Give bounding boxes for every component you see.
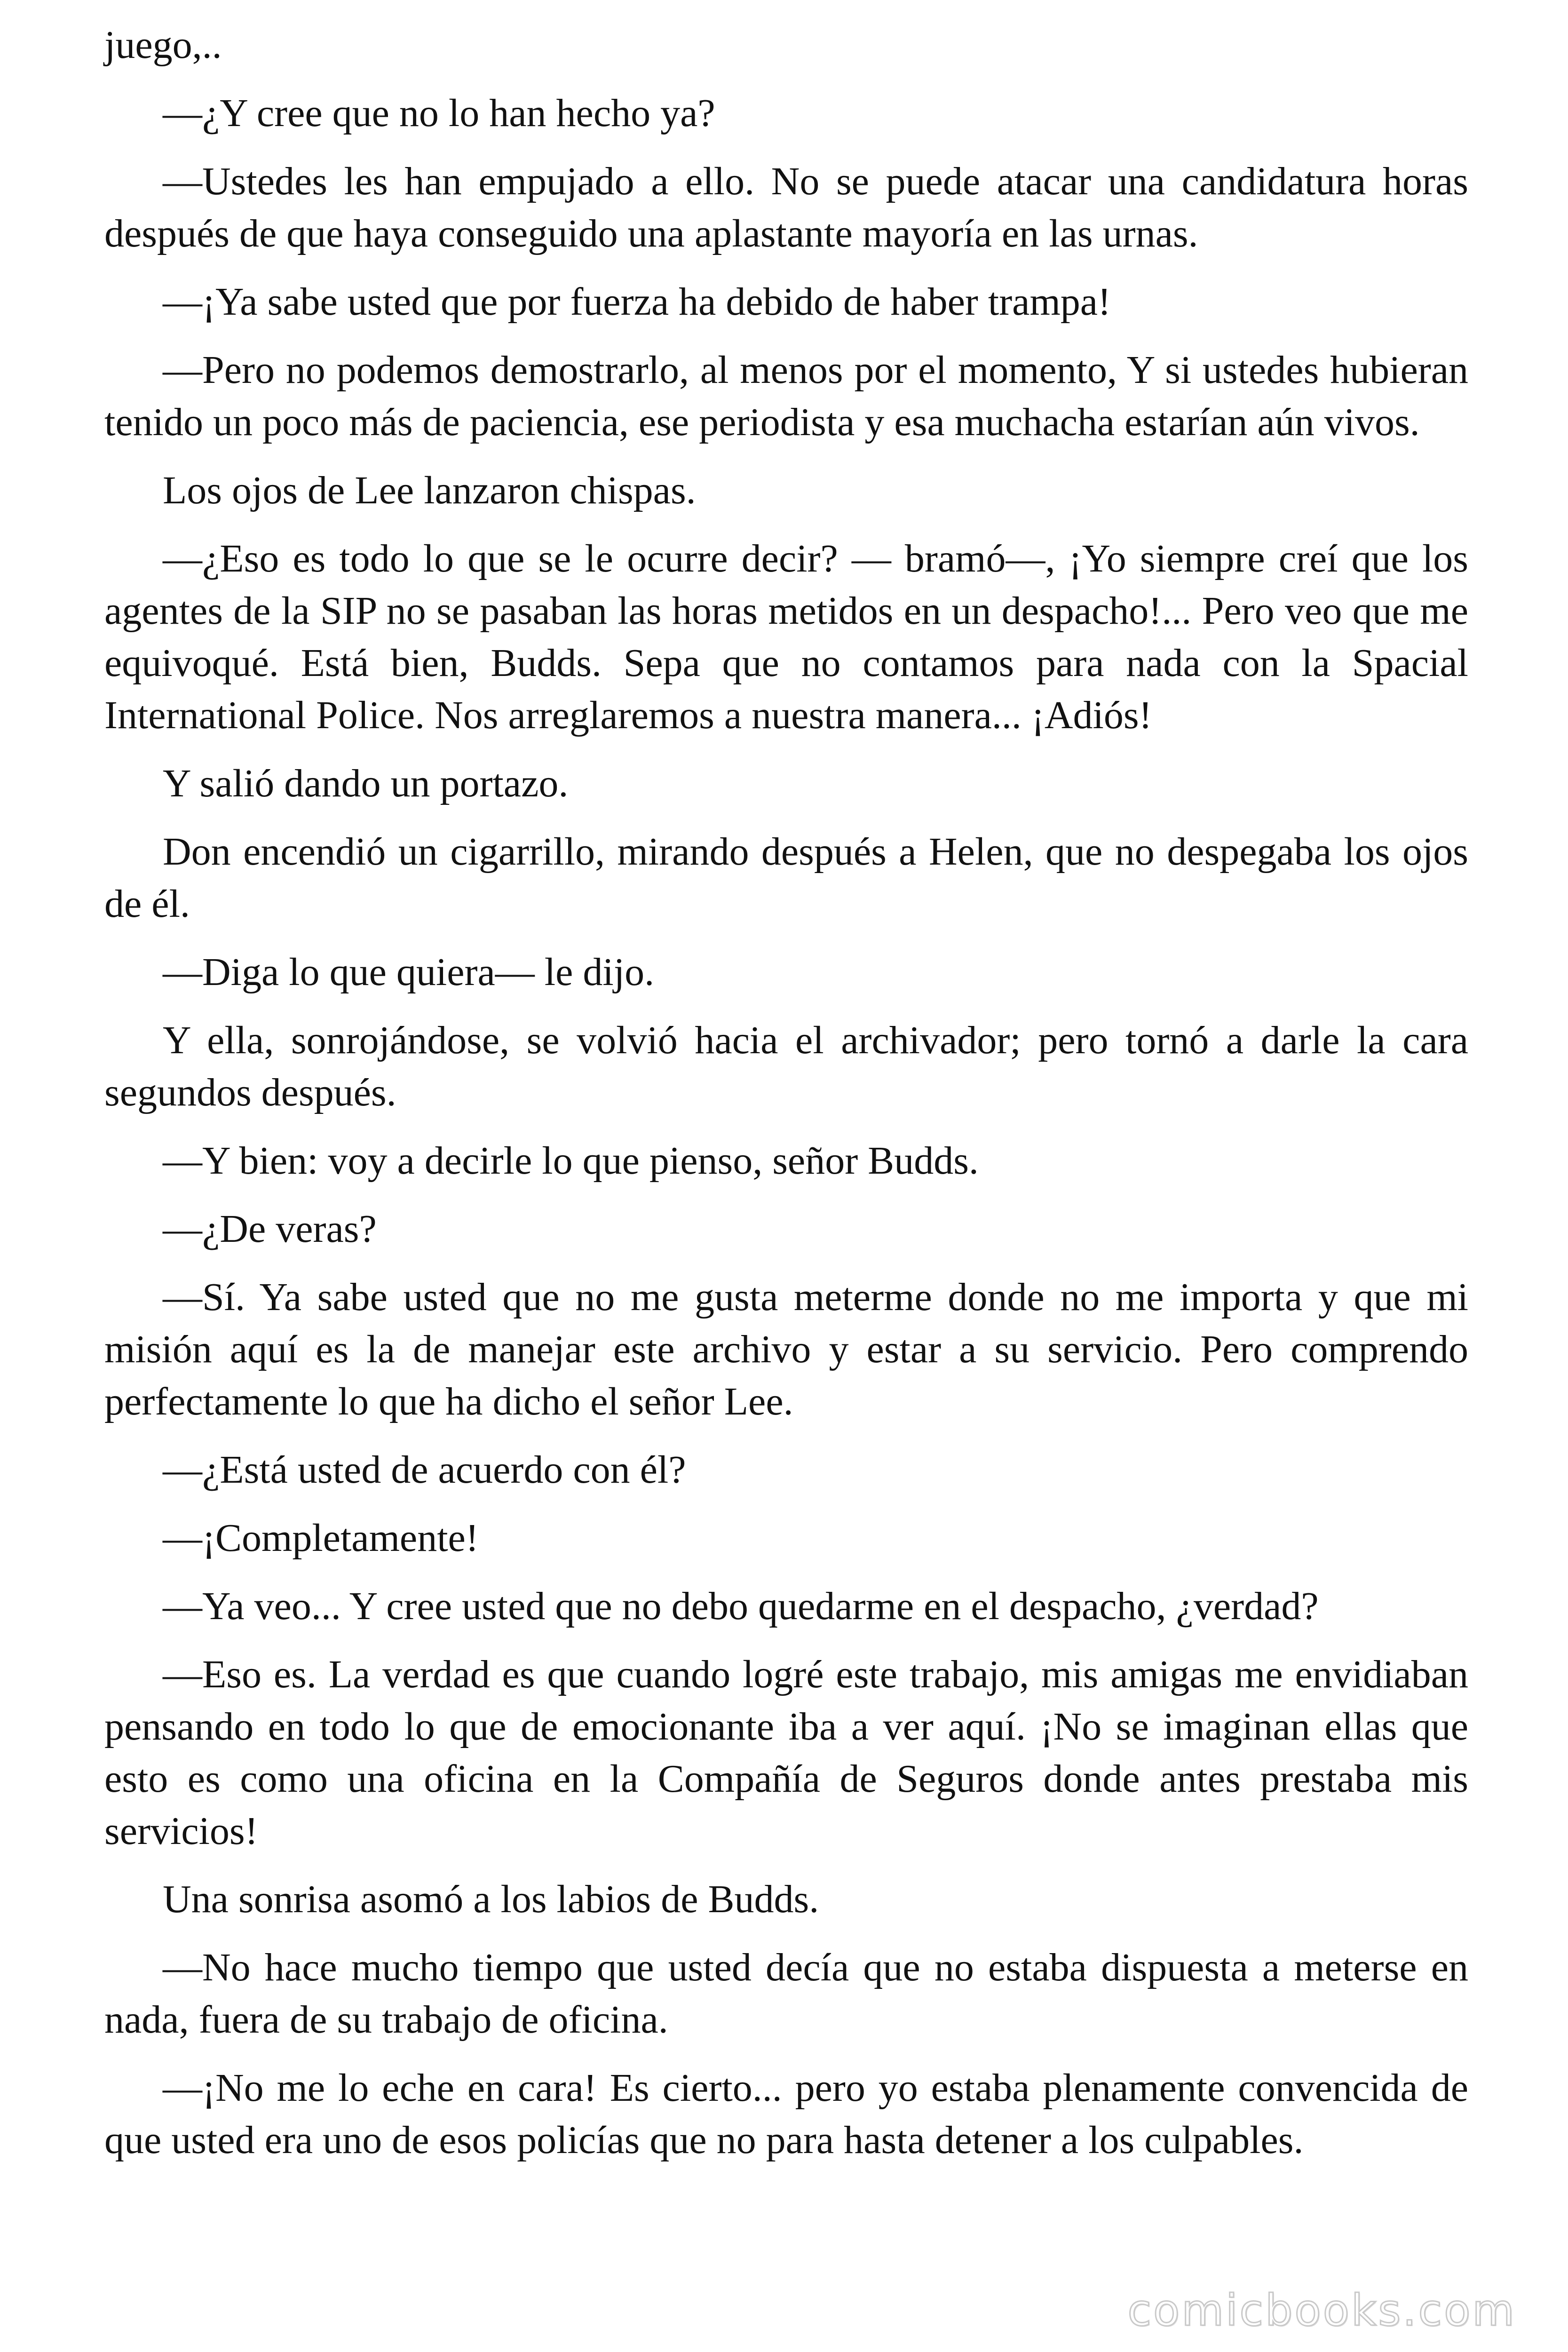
paragraph: —¿De veras? (163, 1207, 377, 1251)
paragraph: —¿Está usted de acuerdo con él? (163, 1448, 686, 1492)
paragraph: Una sonrisa asomó a los labios de Budds. (163, 1877, 819, 1921)
paragraph: —Y bien: voy a decirle lo que pienso, señor Budds. (163, 1139, 979, 1183)
paragraph: —¡No me lo eche en cara! Es cierto... pero yo estaba plenamente convencida de que usted era uno de esos policías que no para hasta detener a los culpables. (104, 2066, 1468, 2162)
paragraph: —¡Completamente! (163, 1516, 479, 1560)
paragraph: Los ojos de Lee lanzaron chispas. (163, 469, 696, 512)
paragraph: Don encendió un cigarrillo, mirando después a Helen, que no despegaba los ojos de él. (104, 830, 1468, 926)
paragraph: Y salió dando un portazo. (163, 762, 569, 805)
paragraph: —¿Y cree que no lo han hecho ya? (163, 91, 715, 135)
paragraph: juego,.. (104, 23, 222, 67)
paragraph: —Eso es. La verdad es que cuando logré este trabajo, mis amigas me envidiaban pensando en todo lo que de emocionante iba a ver aquí. ¡No se imaginan ellas que esto es como una oficina en la Compañía de Seguros donde antes prestaba mis servicios! (104, 1653, 1468, 1853)
paragraph: Y ella, sonrojándose, se volvió hacia el archivador; pero tornó a darle la cara segundos después. (104, 1018, 1468, 1114)
paragraph: —Pero no podemos demostrarlo, al menos por el momento, Y si ustedes hubieran tenido un poco más de paciencia, ese periodista y esa muchacha estarían aún vivos. (104, 348, 1468, 444)
paragraph: —¡Ya sabe usted que por fuerza ha debido de haber trampa! (163, 280, 1111, 324)
paragraph: —Ustedes les han empujado a ello. No se puede atacar una candidatura horas después de que haya conseguido una aplastante mayoría en las urnas. (104, 159, 1468, 255)
paragraph: —Sí. Ya sabe usted que no me gusta meterme donde no me importa y que mi misión aquí es la de manejar este archivo y estar a su servicio. Pero comprendo perfectamente lo que ha dicho el señor Lee. (104, 1275, 1468, 1423)
paragraph: —Ya veo... Y cree usted que no debo quedarme en el despacho, ¿verdad? (163, 1584, 1319, 1628)
paragraph: —No hace mucho tiempo que usted decía que no estaba dispuesta a meterse en nada, fuera de su trabajo de oficina. (104, 1946, 1468, 2042)
watermark: comicbooks.com (1127, 2285, 1516, 2336)
page-text (104, 19, 1468, 2182)
paragraph: —Diga lo que quiera— le dijo. (163, 950, 655, 994)
paragraph: —¿Eso es todo lo que se le ocurre decir? — bramó—, ¡Yo siempre creí que los agentes de la SIP no se pasaban las horas metidos en un despacho!... Pero veo que me equivoqué. Está bien, Budds. Sepa que no contamos para nada con la Spacial International Police. Nos arreglaremos a nuestra manera... ¡Adiós! (104, 537, 1468, 737)
